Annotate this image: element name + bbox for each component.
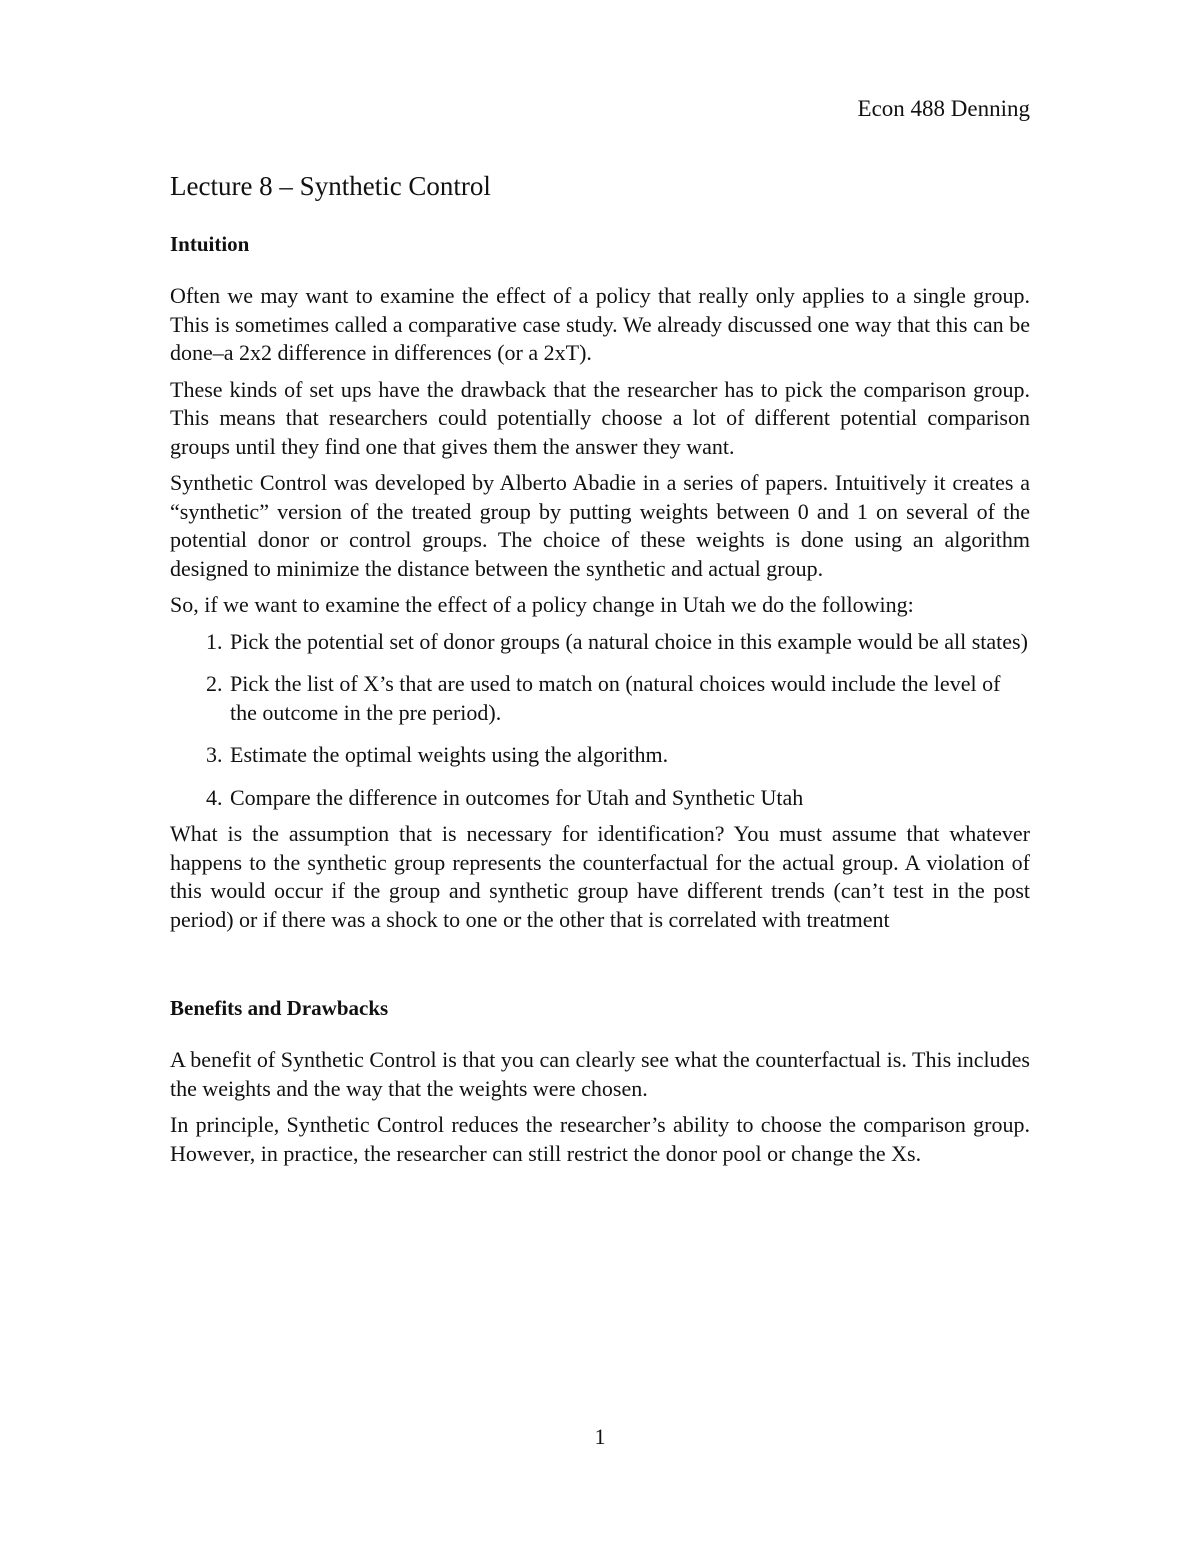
section-heading-benefits: Benefits and Drawbacks — [170, 996, 389, 1020]
section-heading-intuition: Intuition — [170, 232, 250, 256]
document-page — [170, 0, 1030, 1553]
list-item: 4. Compare the difference in outcomes for Utah and Synthetic Utah — [228, 784, 1030, 813]
document-body — [170, 230, 1030, 1176]
paragraph: In principle, Synthetic Control reduces the researcher’s ability to choose the comparison group. However, in practice, the researcher can still restrict the donor pool or change the Xs. — [170, 1112, 1030, 1166]
paragraph: Synthetic Control was developed by Alberto Abadie in a series of papers. Intuitively it creates a “synthetic” version of the treated group by putting weights between 0 and 1 on several of the potential donor or control groups. The choice of these weights is done using an algorithm designed to minimize the distance between the synthetic and actual group. — [170, 470, 1030, 581]
paragraph: So, if we want to examine the effect of a policy change in Utah we do the following: — [170, 592, 914, 617]
course-header: Econ 488 Denning — [857, 96, 1030, 121]
paragraph: What is the assumption that is necessary for identification? You must assume that whatever happens to the synthetic group represents the counterfactual for the actual group. A violation of this would occur if the group and synthetic group have different trends (can’t test in the post period) or if there was a shock to one or the other that is correlated with treatment — [170, 821, 1030, 932]
paragraph: These kinds of set ups have the drawback that the researcher has to pick the comparison group. This means that researchers could potentially choose a lot of different potential comparison groups until they find one that gives them the answer they want. — [170, 376, 1030, 459]
paragraph: A benefit of Synthetic Control is that you can clearly see what the counterfactual is. This includes the weights and the way that the weights were chosen. — [170, 1047, 1030, 1101]
list-item: 3. Estimate the optimal weights using the algorithm. — [228, 741, 1030, 770]
page-title: Lecture 8 – Synthetic Control — [170, 171, 491, 201]
list-item: 2. Pick the list of X’s that are used to match on (natural choices would include the level of the outcome in the pre period). — [228, 670, 1030, 727]
paragraph: Often we may want to examine the effect of a policy that really only applies to a single group. This is sometimes called a comparative case study. We already discussed one way that this can be done–a 2x2 difference in differences (or a 2xT). — [170, 283, 1030, 365]
page-number: 1 — [594, 1424, 606, 1449]
list-item: 1. Pick the potential set of donor groups (a natural choice in this example would be all states) — [228, 628, 1030, 657]
steps-list — [170, 628, 1030, 813]
